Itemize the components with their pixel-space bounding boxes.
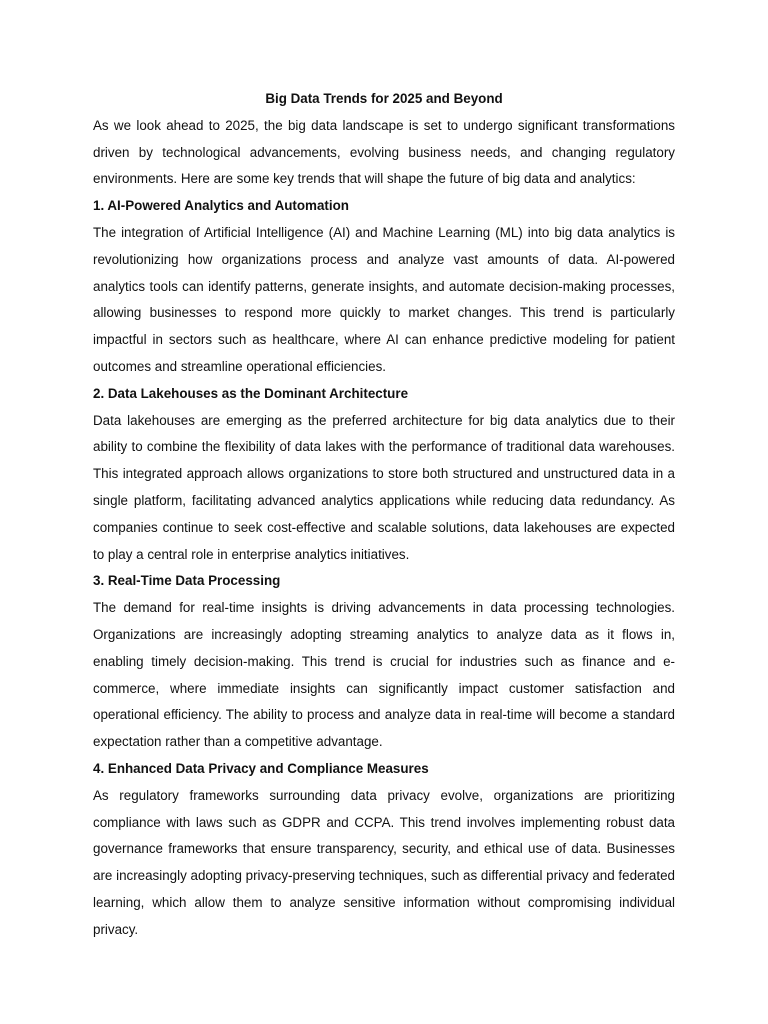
section-heading-ai-analytics: 1. AI-Powered Analytics and Automation [93, 198, 349, 214]
section-heading-real-time: 3. Real-Time Data Processing [93, 573, 281, 589]
section-body-ai-analytics: The integration of Artificial Intelligence (AI) and Machine Learning (ML) into big data analytics is revolutionizing how organizations process and analyze vast amounts of data. AI-powered analytics tools can identify patterns, generate insights, and automate decision-making processes, allowing businesses to respond more quickly to market changes. This trend is particularly impactful in sectors such as healthcare, where AI can enhance predictive modeling for patient outcomes and streamline operational efficiencies. [93, 224, 675, 374]
section-heading-data-lakehouses: 2. Data Lakehouses as the Dominant Architecture [93, 385, 409, 401]
intro-paragraph: As we look ahead to 2025, the big data landscape is set to undergo significant transformations driven by technological advancements, evolving business needs, and changing regulatory environments. Here are some key trends that will shape the future of big data and analytics: [93, 117, 675, 187]
section-heading-privacy: 4. Enhanced Data Privacy and Compliance Measures [93, 760, 429, 776]
document-page [93, 86, 675, 944]
section-body-data-lakehouses: Data lakehouses are emerging as the preferred architecture for big data analytics due to their ability to combine the flexibility of data lakes with the performance of traditional data warehouses. This integrated approach allows organizations to store both structured and unstructured data in a single platform, facilitating advanced analytics applications while reducing data redundancy. As companies continue to seek cost-effective and scalable solutions, data lakehouses are expected to play a central role in enterprise analytics initiatives. [93, 412, 675, 562]
document-title: Big Data Trends for 2025 and Beyond [265, 91, 503, 106]
section-body-privacy: As regulatory frameworks surrounding data privacy evolve, organizations are prioritizing compliance with laws such as GDPR and CCPA. This trend involves implementing robust data governance frameworks that ensure transparency, security, and ethical use of data. Businesses are increasingly adopting privacy-preserving techniques, such as differential privacy and federated learning, which allow them to analyze sensitive information without compromising individual privacy. [93, 787, 675, 937]
section-body-real-time: The demand for real-time insights is driving advancements in data processing technologies. Organizations are increasingly adopting streaming analytics to analyze data as it flows in, enabling timely decision-making. This trend is crucial for industries such as finance and e-commerce, where immediate insights can significantly impact customer satisfaction and operational efficiency. The ability to process and analyze data in real-time will become a standard expectation rather than a competitive advantage. [93, 600, 675, 750]
